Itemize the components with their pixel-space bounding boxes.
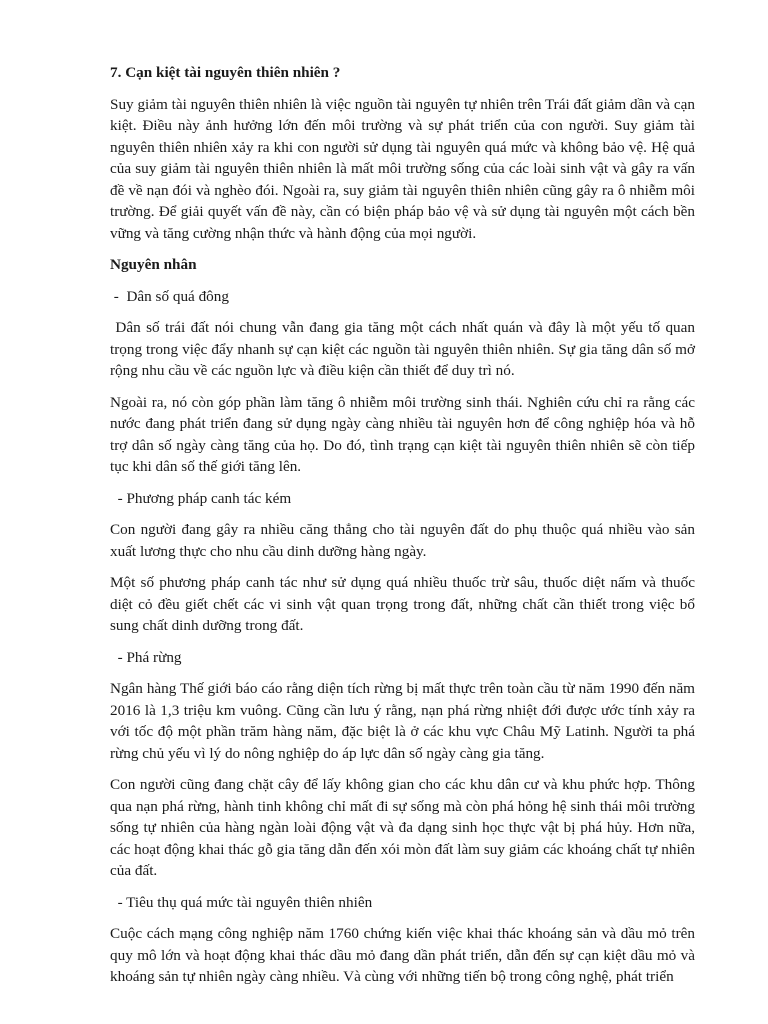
paragraph-overconsumption-1: Cuộc cách mạng công nghiệp năm 1760 chứng kiến việc khai thác khoáng sản và dầu mỏ trên quy mô lớn và hoạt động khai thác dầu mỏ đang dần phát triển, dẫn đến sự cạn kiệt dầu mỏ và khoáng sản tự nhiên ngày càng nhiều. Và cùng với những tiến bộ trong công nghệ, phát triển: [110, 925, 695, 985]
paragraph-poor-farming-1: Con người đang gây ra nhiều căng thẳng cho tài nguyên đất do phụ thuộc quá nhiều vào sản xuất lương thực cho nhu cầu dinh dưỡng hàng ngày.: [110, 521, 695, 560]
bullet-poor-farming: - Phương pháp canh tác kém: [110, 489, 292, 507]
bullet-deforestation: - Phá rừng: [110, 648, 182, 666]
causes-heading: Nguyên nhân: [110, 256, 197, 273]
intro-paragraph: Suy giảm tài nguyên thiên nhiên là việc nguồn tài nguyên tự nhiên trên Trái đất giảm dần và cạn kiệt. Điều này ảnh hưởng lớn đến môi trường và sự phát triển của con người. Suy giảm tài nguyên thiên nhiên xảy ra khi con người sử dụng tài nguyên quá mức và không bảo vệ. Hệ quả của suy giảm tài nguyên thiên nhiên là mất môi trường sống của các loài sinh vật và gây ra vấn đề về nạn đói và nghèo đói. Ngoài ra, suy giảm tài nguyên thiên nhiên cũng gây ra ô nhiễm môi trường. Để giải quyết vấn đề này, cần có biện pháp bảo vệ và sử dụng tài nguyên một cách bền vững và tăng cường nhận thức và hành động của mọi người.: [110, 95, 695, 242]
paragraph-overpopulation-2: Ngoài ra, nó còn góp phần làm tăng ô nhiễm môi trường sinh thái. Nghiên cứu chỉ ra rằng các nước đang phát triển đang sử dụng ngày càng nhiều tài nguyên hơn để công nghiệp hóa và hỗ trợ dân số ngày càng tăng của họ. Do đó, tình trạng cạn kiệt tài nguyên thiên nhiên sẽ còn tiếp tục khi dân số thế giới tăng lên.: [110, 393, 695, 475]
section-title: 7. Cạn kiệt tài nguyên thiên nhiên ?: [110, 64, 341, 81]
document-page: [110, 62, 699, 998]
paragraph-deforestation-2: Con người cũng đang chặt cây để lấy không gian cho các khu dân cư và khu phức hợp. Thông qua nạn phá rừng, hành tinh không chỉ mất đi sự sống mà còn phá hỏng hệ sinh thái môi trường sống tự nhiên của hàng ngàn loài động vật và đa dạng sinh học thực vật bị phá hủy. Hơn nữa, các hoạt động khai thác gỗ gia tăng dẫn đến xói mòn đất làm suy giảm các khoáng chất tự nhiên của đất.: [110, 776, 695, 879]
paragraph-poor-farming-2: Một số phương pháp canh tác như sử dụng quá nhiều thuốc trừ sâu, thuốc diệt nấm và thuốc diệt cỏ đều giết chết các vi sinh vật quan trọng trong đất, những chất cần thiết trong việc bổ sung chất dinh dưỡng trong đất.: [110, 574, 695, 634]
bullet-overpopulation: - Dân số quá đông: [110, 287, 229, 305]
paragraph-overpopulation-1: Dân số trái đất nói chung vẫn đang gia tăng một cách nhất quán và đây là một yếu tố quan trọng trong việc đẩy nhanh sự cạn kiệt các nguồn tài nguyên thiên nhiên. Sự gia tăng dân số mở rộng nhu cầu về các nguồn lực và điều kiện cần thiết để duy trì nó.: [110, 319, 699, 379]
paragraph-deforestation-1: Ngân hàng Thế giới báo cáo rằng diện tích rừng bị mất thực trên toàn cầu từ năm 1990 đến năm 2016 là 1,3 triệu km vuông. Cũng cần lưu ý rằng, nạn phá rừng nhiệt đới được ước tính xảy ra với tốc độ một phần trăm hàng năm, đặc biệt là ở các khu vực Châu Mỹ Latinh. Người ta phá rừng chủ yếu vì lý do nông nghiệp do áp lực dân số ngày càng gia tăng.: [110, 680, 695, 762]
bullet-overconsumption: - Tiêu thụ quá mức tài nguyên thiên nhiên: [110, 893, 373, 911]
